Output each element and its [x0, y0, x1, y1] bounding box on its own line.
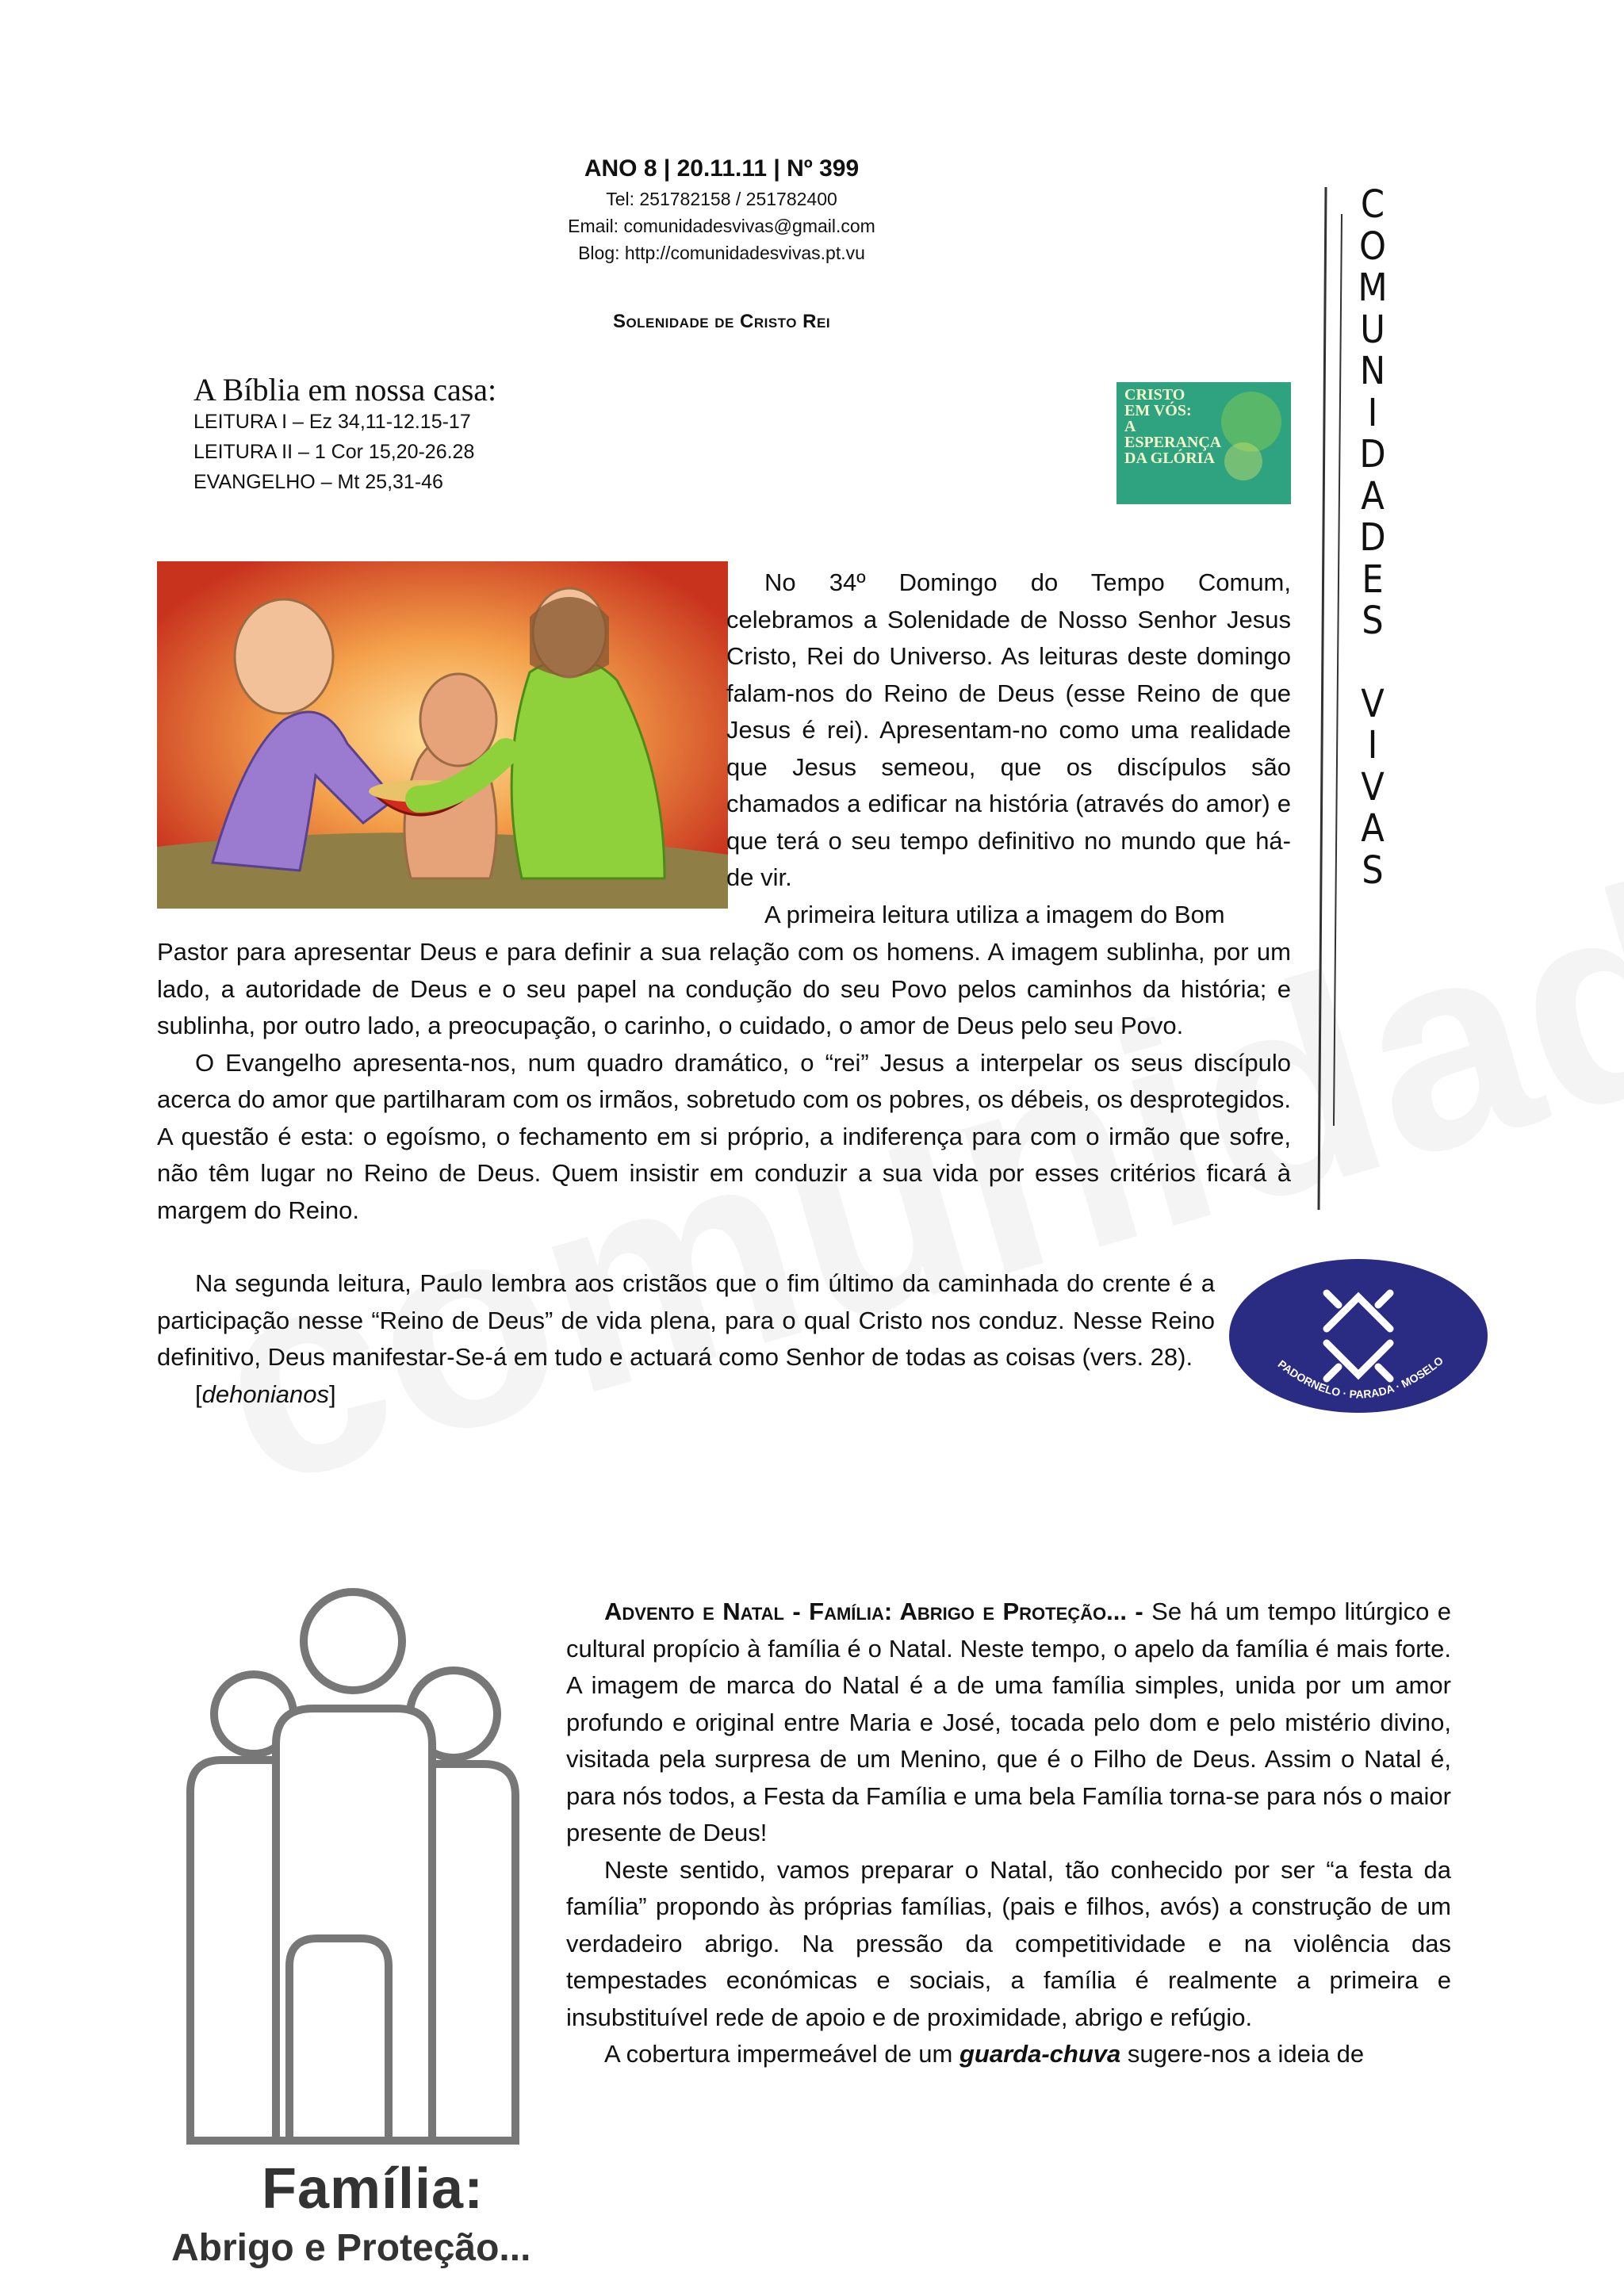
vertical-letter: D [1359, 515, 1386, 560]
vertical-letter: E [1362, 557, 1384, 602]
vertical-letter: I [1367, 390, 1378, 435]
vertical-divider-line [1317, 187, 1327, 1210]
vertical-letter: U [1360, 307, 1385, 352]
badge-line: EM VÓS: [1124, 402, 1192, 419]
article2-p3-emphasis: guarda-chuva [959, 2040, 1121, 2068]
article2-title: Advento e Natal - Família: Abrigo e Proteção... - [604, 1598, 1143, 1625]
vertical-letter: N [1359, 349, 1386, 393]
vertical-letter: M [1358, 266, 1388, 310]
article1-paragraph-4: Na segunda leitura, Paulo lembra aos cristãos que o fim último da caminhada do crente é a participação nesse “Reino de Deus” de vida plena, para o qual Cristo nos conduz. Nesse Reino definitivo, Deus manifestar-Se-á em tudo e actuará como Senhor de todas as coisas (vers. 28). [157, 1269, 1215, 1371]
reading-2: LEITURA II – 1 Cor 15,20-26.28 [193, 441, 475, 463]
familia-caption-subtitle: Abrigo e Proteção... [171, 2227, 531, 2269]
vertical-letter: A [1361, 806, 1385, 851]
vertical-letter: A [1361, 473, 1385, 519]
vertical-letter: S [1362, 599, 1384, 643]
article1-end [157, 1265, 1215, 1413]
solenidade-title: Solenidade de Cristo Rei [612, 311, 831, 332]
badge-line: DA GLÓRIA [1124, 450, 1215, 467]
vertical-letter: I [1367, 723, 1378, 767]
familia-caption-title: Família: [262, 2157, 485, 2221]
badge-line: ESPERANÇA [1124, 434, 1222, 451]
article1-paragraph-2-rest: Pastor para apresentar Deus e para definir a sua relação com os homens. A imagem sublinha, por um lado, a autoridade de Deus e o seu papel na condução do seu Povo pelos caminhos da história; e sublinha, por outro lado, a preocupação, o carinho, o cuidado, o amor de Deus pelo seu Povo. [157, 938, 1291, 1039]
article2-paragraph-2: Neste sentido, vamos preparar o Natal, tão conhecido por ser “a festa da família” propondo às próprias famílias, (pais e filhos, avós) a construção de um verdadeiro abrigo. Na pressão da competitividade e na violência das tempestades económicas e sociais, a família é realmente a primeira e insubstituível rede de apoio e de proximidade, abrigo e refúgio. [566, 1855, 1451, 2031]
parish-logo [1228, 1257, 1489, 1414]
sharing-illustration [157, 561, 728, 909]
article2-paragraph-1-text: Se há um tempo litúrgico e cultural propício à família é o Natal. Neste tempo, o apelo da família é mais forte. A imagem de marca do Natal é a de uma família simples, unida por um amor profundo e original entre Maria e José, tocada pelo dom e pelo mistério divino, visitada pela surpresa de um Menino, que é o Filho de Deus. Assim o Natal é, para nós todos, a Festa da Família e uma bela Família torna-se para nós o maior presente de Deus! [566, 1598, 1451, 1846]
vertical-letter: V [1361, 681, 1385, 726]
blog-line: Blog: http://comunidadesvivas.pt.vu [578, 243, 865, 263]
article2-p3-start: A cobertura impermeável de um [604, 2040, 953, 2068]
article2-p3-end: sugere-nos a ideia de [1127, 2040, 1365, 2068]
article1-intro [726, 564, 1291, 933]
article2-paragraph-1 [566, 1594, 1451, 1852]
reading-3: EVANGELHO – Mt 25,31-46 [193, 471, 443, 493]
article1-source: [dehonianos] [195, 1380, 336, 1408]
vertical-letter: C [1360, 182, 1385, 227]
vertical-divider-line-2 [1333, 214, 1342, 1126]
badge-text [1124, 387, 1221, 466]
article2 [566, 1594, 1451, 2073]
logo-arc-text: PADORNELO · PARADA · MOSELO [1275, 1353, 1446, 1401]
article1-paragraph-3: O Evangelho apresenta-nos, num quadro dramático, o “rei” Jesus a interpelar os seus discípulo acerca do amor que partilharam com os irmãos, sobretudo com os pobres, os débeis, os desprotegidos. A questão é esta: o egoísmo, o fechamento em si próprio, a indiferença para com o irmão que sofre, não têm lugar no Reino de Deus. Quem insistir em conduzir a sua vida por esses critérios ficará à margem do Reino. [157, 1048, 1291, 1224]
badge-line: A [1124, 418, 1136, 435]
family-figures-icon [159, 1522, 555, 2149]
article1-paragraph-1: No 34º Domingo do Tempo Comum, celebramos a Solenidade de Nosso Senhor Jesus Cristo, Rei do Universo. As leituras deste domingo falam-nos do Reino de Deus (esse Reino de que Jesus é rei). Apresentam-no como uma realidade que Jesus semeou, que os discípulos são chamados a edificar na história (através do amor) e que terá o seu tempo definitivo no mundo que há-de vir. [726, 568, 1291, 891]
parish-logo-art [1228, 1257, 1489, 1414]
email-line: Email: comunidadesvivas@gmail.com [568, 216, 875, 236]
vertical-letter: D [1359, 432, 1386, 476]
reading-1: LEITURA I – Ez 34,11-12.15-17 [193, 411, 471, 433]
tel-line: Tel: 251782158 / 251782400 [606, 189, 837, 209]
article1-body [157, 934, 1291, 1229]
vertical-letter: V [1361, 764, 1385, 809]
article2-paragraph-3 [566, 2036, 1451, 2073]
article1-paragraph-2-start: A primeira leitura utiliza a imagem do Bom [764, 900, 1225, 928]
issue-line: ANO 8 | 20.11.11 | Nº 399 [584, 155, 860, 182]
source-name: dehonianos [201, 1380, 329, 1408]
sharing-illustration-art [157, 561, 728, 909]
green-badge-image [1116, 382, 1291, 504]
vertical-letter: O [1359, 224, 1386, 269]
vertical-title [1353, 184, 1392, 891]
badge-line: CRISTO [1124, 386, 1185, 404]
vertical-letter: S [1362, 848, 1384, 893]
biblia-title: A Bíblia em nossa casa: [193, 372, 497, 408]
